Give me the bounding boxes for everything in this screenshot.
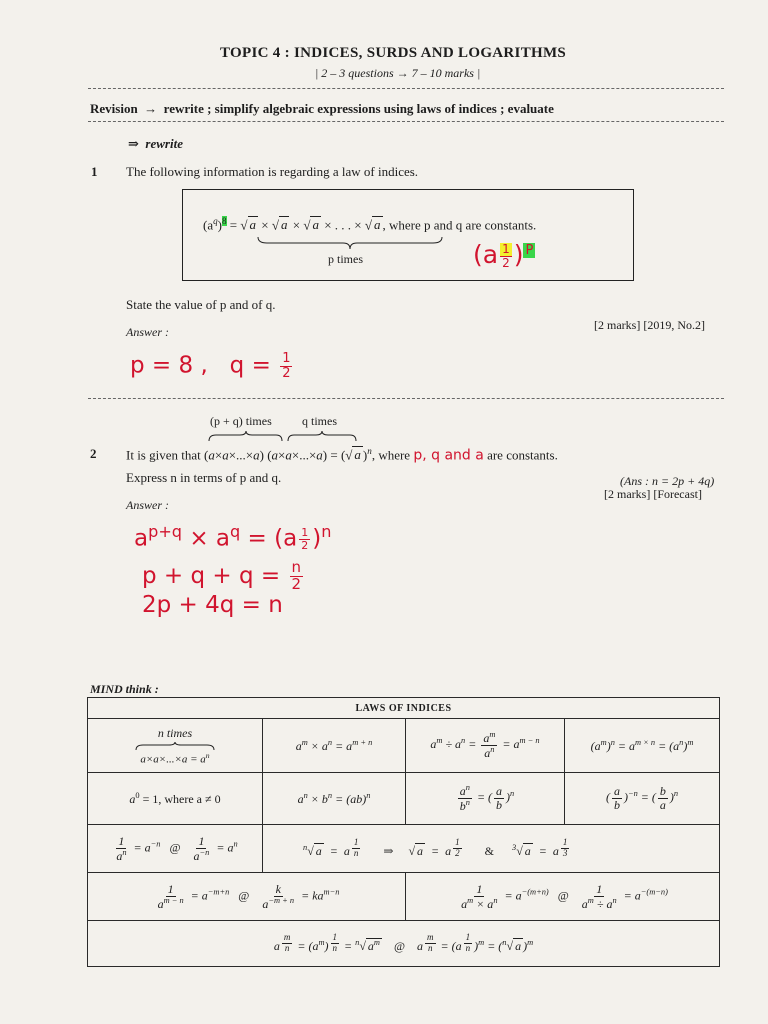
handwritten-vars: p, q and a xyxy=(413,447,484,464)
law-cell: ( $\frac{a}{b}$ )$^{-n}$ = ( $\frac{b}{a}$ )$^n$ xyxy=(565,773,720,825)
brace-icon xyxy=(208,430,358,442)
law-cell: $\frac{1}{a^{m - n}}$ = $a^{-m+n}$ @ $\frac{k}{a^{-m + n}}$ = $ka^{m-n}$ xyxy=(88,873,406,921)
divider xyxy=(88,88,724,89)
law-cell: $\frac{1}{a^n}$ = $a^{-n}$ @ $\frac{1}{a^{-n}}$ = $a^n$ xyxy=(88,825,263,873)
n-times-label: n times xyxy=(157,725,193,740)
question-stem: The following information is regarding a law of indices. xyxy=(126,164,419,179)
answer-note: (Ans : n = 2p + 4q) xyxy=(620,474,715,488)
mind-think-label: MIND think : xyxy=(90,682,159,696)
divider xyxy=(88,121,724,122)
law-cell: $a^m \div a^n$ = $\frac{a^m}{a^n}$ = $a^{m - n}$ xyxy=(406,719,565,773)
section-rewrite: ⇒ rewrite xyxy=(128,136,183,151)
handwritten-answer-line-3: 2p + 4q = n xyxy=(142,592,283,618)
law-cell: $a^m \times a^n = a^{m + n}$ xyxy=(263,719,406,773)
revision-text: rewrite ; simplify algebraic expressions using laws of indices ; evaluate xyxy=(163,101,554,116)
question-prompt: State the value of p and of q. xyxy=(126,297,276,312)
question-number: 2 xyxy=(90,446,97,461)
marks-label: [2 marks] [Forecast] xyxy=(604,487,702,501)
law-cell: $a^0 = 1$, where a ≠ 0 xyxy=(88,773,263,825)
law-cell: $\frac{a^n}{b^n}$ = ( $\frac{a}{b}$ )$^n$ xyxy=(406,773,565,825)
table-title: LAWS OF INDICES xyxy=(88,698,720,719)
arrow-right-icon: → xyxy=(140,101,161,116)
brace-icon xyxy=(257,236,443,250)
question-prompt: Express n in terms of p and q. xyxy=(126,470,282,485)
law-cell: n times $a\times a\times...\times a = a^n$ xyxy=(88,719,263,773)
law-box xyxy=(182,189,634,281)
marks-label: [2 marks] [2019, No.2] xyxy=(594,318,705,332)
revision-row xyxy=(90,101,554,117)
page-title: TOPIC 4 : INDICES, SURDS AND LOGARITHMS xyxy=(220,45,567,61)
handwritten-answer-line-2: p + q + q = $\frac{n}{2}$ xyxy=(142,558,302,593)
double-arrow-icon: ⇒ xyxy=(128,136,146,151)
divider xyxy=(88,398,724,399)
law-cell: $a^n \times b^n = (ab)^n$ xyxy=(263,773,406,825)
handwritten-answer: p = 8 , q = $\frac{1}{2}$ xyxy=(130,351,291,381)
label-pq-times: (p + q) times xyxy=(210,414,272,428)
law-cell: $^n$√ a = a $^{\frac{1}{n}}$ ⇒ √ a = a $^{\frac{1}{2}}$ & $^3$√ a = a $^{\frac{1}{3}}$ xyxy=(263,825,720,873)
label-q-times: q times xyxy=(302,414,337,428)
law-cell: a $^{\frac{m}{n}}$ = $(a^m)$ $^{\frac{1}{n}}$ = $^n$√ $a^m$ @ a $^{\frac{m}{n}}$ = (a $^{\frac{1}{n}}$ )$^m$ = ($^n$√ a )$^m$ xyxy=(88,921,720,967)
answer-label: Answer : xyxy=(126,325,169,339)
page-subtitle: | 2 – 3 questions → 7 – 10 marks | xyxy=(315,66,481,80)
answer-label: Answer : xyxy=(126,498,169,512)
handwritten-box-answer: (a $\frac{1}{2}$ ) $^P$ xyxy=(473,240,534,270)
law-equation: $(a^q)^8$ = √ a × √ a × √ a × . . . × √ a , where p and q are constants. xyxy=(203,216,537,233)
question-stem: It is given that (a×a×...×a) (a×a×...×a) = (√ a )$^n$, where p, q and a are constants. xyxy=(126,446,558,464)
where-text: , where p and q are constants. xyxy=(382,217,537,233)
p-times-label: p times xyxy=(328,252,363,266)
law-cell: $\frac{1}{a^m \times a^n}$ = $a^{-(m+n)}$ @ $\frac{1}{a^m \div a^n}$ = $a^{-(m-n)}$ xyxy=(406,873,720,921)
law-cell: $(a^m)^n = a^{m \times n} = (a^n)^m$ xyxy=(565,719,720,773)
brace-icon xyxy=(135,741,215,751)
revision-label: Revision xyxy=(90,101,138,116)
laws-of-indices-table xyxy=(87,697,720,967)
question-number: 1 xyxy=(91,164,98,179)
handwritten-answer-line-1: $a^{p+q} \times a^q = (a$ $\frac{1}{2}$ )$^n$ xyxy=(134,522,332,552)
